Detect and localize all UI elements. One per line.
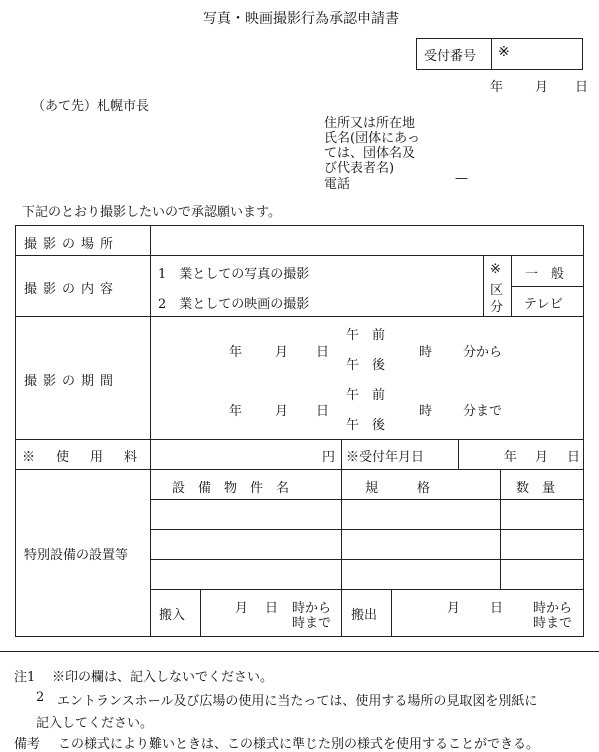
bring-in-day: 日 [265,601,279,616]
equip-row-line [150,529,584,530]
end-year: 年 [229,404,243,419]
period-label: 撮影の期間 [24,374,120,389]
remark-label: 備考 [14,737,41,752]
received-month: 月 [535,450,549,465]
date-month: 月 [535,80,549,95]
applicant-phone-label: 電話 [324,177,351,192]
equip-col-line [500,469,501,589]
bring-out-label: 搬出 [351,608,378,623]
bring-out-from: 時から [533,601,573,616]
reception-mark: ※ [498,44,510,60]
category-mark: ※ [490,262,501,277]
equip-row-line [150,589,584,590]
bring-in-from: 時から [292,601,332,616]
note2-label: 2 [36,690,45,705]
category-option-divider [511,286,584,287]
applicant-name-label-1: 氏名(団体にあっ [324,131,420,146]
row-line [15,316,584,317]
end-minute-until: 分まで [463,404,503,419]
equip-header-name: 設 備 物 件 名 [172,481,290,496]
place-label: 撮影の場所 [24,237,120,252]
bring-in-until: 時まで [292,616,332,631]
received-date-label: ※受付年月日 [346,450,425,465]
start-am: 午 前 [346,328,386,343]
date-year: 年 [490,80,504,95]
page-title: 写真・映画撮影行為承認申請書 [203,11,399,27]
received-day: 日 [567,450,581,465]
equipment-label: 特別設備の設置等 [24,548,129,563]
end-hour: 時 [419,404,433,419]
label-column-divider [150,225,151,637]
applicant-phone-dash: — [455,171,468,186]
equip-row-line [150,499,584,500]
equip-header-qty: 数 量 [516,481,556,496]
bring-in-divider [200,589,201,637]
start-year: 年 [229,345,243,360]
addressee: （あて先）札幌市長 [32,99,150,114]
end-pm: 午 後 [346,418,386,433]
category-label-2: 分 [490,300,504,315]
start-day: 日 [316,345,330,360]
row-line [15,255,584,256]
bring-in-month: 月 [235,601,249,616]
start-pm: 午 後 [346,358,386,373]
note1-text: ※印の欄は、記入しないでください。 [52,670,274,685]
category-general: 一 般 [525,267,565,282]
start-month: 月 [275,345,289,360]
end-am: 午 前 [346,388,386,403]
note2-text-line2: 記入してください。 [36,716,154,731]
start-minute-from: 分から [463,345,503,360]
row-line [15,469,584,470]
content-item-film: 2 業としての映画の撮影 [158,297,310,312]
bring-out-month: 月 [447,601,461,616]
reception-divider [491,38,492,70]
fee-divider [341,439,342,469]
remark-text: この様式により難いときは、この様式に準じた別の様式を使用することができる。 [58,737,540,752]
bring-mid-divider [341,589,342,637]
bring-out-day: 日 [490,601,504,616]
bring-out-until: 時まで [533,616,573,631]
equip-col-line [341,469,342,589]
received-year: 年 [504,450,518,465]
end-month: 月 [275,404,289,419]
note2-text-line1: エントランスホール及び広場の使用に当たっては、使用する場所の見取図を別紙に [57,694,538,709]
category-label-1: 区 [490,283,504,298]
start-hour: 時 [419,345,433,360]
applicant-name-label-3: び代表者名) [324,161,395,176]
applicant-name-label-2: ては、団体名及 [324,146,416,161]
note1-label: 注1 [14,670,36,685]
content-label: 撮影の内容 [24,282,120,297]
equip-header-spec: 規 格 [365,481,431,496]
bring-in-label: 搬入 [159,608,186,623]
end-day: 日 [316,404,330,419]
equip-row-line [150,559,584,560]
bring-out-divider [391,589,392,637]
applicant-address-label: 住所又は所在地 [324,116,416,131]
fee-yen: 円 [322,450,336,465]
category-divider-left [483,255,484,316]
content-item-photo: 1 業としての写真の撮影 [158,267,310,282]
date-day: 日 [575,80,589,95]
intro-text: 下記のとおり撮影したいので承認願います。 [22,205,281,220]
received-divider [458,439,459,469]
category-tv: テレビ [524,297,563,312]
row-line [15,439,584,440]
notes-separator [0,651,599,652]
fee-label: ※ 使 用 料 [22,450,142,465]
reception-label: 受付番号 [424,49,477,64]
